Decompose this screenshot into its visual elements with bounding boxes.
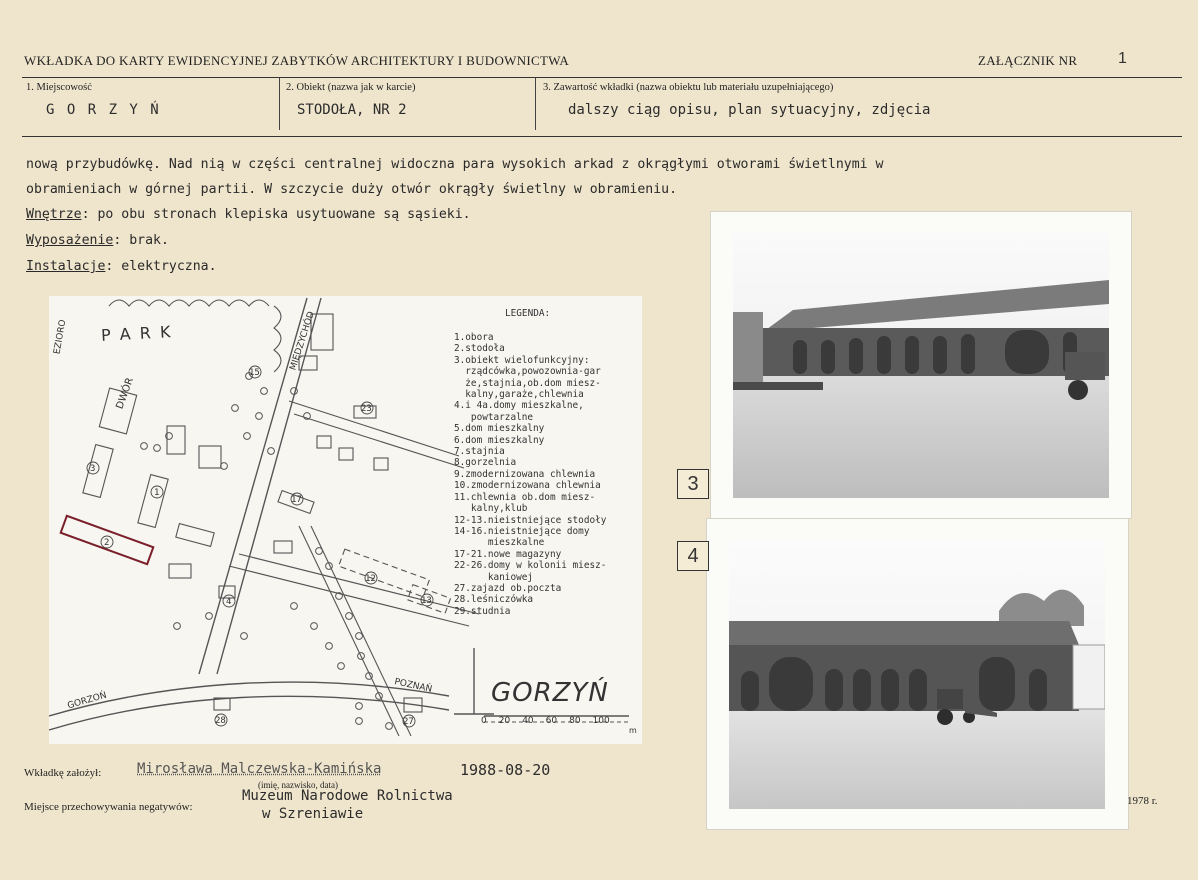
- description-line-2: obramieniach w górnej partii. W szczycie duży otwór okrągły świetlny w obramieniu.: [26, 182, 678, 197]
- legend-item: 1.obora: [454, 332, 494, 343]
- legend-item: 22-26.domy w kolonii miesz-: [454, 560, 607, 572]
- field-divider-1: [279, 78, 280, 130]
- legend-item: 27.zajazd ob.poczta: [454, 582, 562, 594]
- field-divider-2: [535, 78, 536, 130]
- legend-title: LEGENDA:: [505, 308, 551, 319]
- svg-text:17: 17: [291, 495, 302, 505]
- svg-text:13: 13: [421, 596, 432, 606]
- road-label-miedzychod: MIĘDZYCHÓD: [288, 310, 317, 372]
- legend-item: rządcówka,powozownia-gar: [454, 366, 601, 378]
- legend-item: 12-13.nieistniejące stodoły: [454, 514, 607, 526]
- scale-tick: 100: [592, 716, 610, 726]
- photo-4-number: 4: [677, 541, 709, 571]
- created-label: Wkładkę założył:: [24, 767, 102, 779]
- svg-text:4: 4: [226, 597, 232, 607]
- scale-ticks: [481, 716, 641, 726]
- scale-tick: 60: [545, 716, 558, 726]
- legend-item: 14-16.nieistniejące domy: [454, 525, 590, 537]
- svg-text:2: 2: [104, 538, 110, 548]
- object-value: STODOŁA, NR 2: [297, 102, 407, 118]
- legend-item: kalny,klub: [454, 503, 528, 515]
- bottom-road-edge-1: [49, 682, 449, 716]
- road-label-gorzon: GORZOŃ: [66, 690, 108, 712]
- scale-tick: 80: [569, 716, 581, 726]
- legend-item: kaniowej: [454, 571, 534, 583]
- legend-item: mieszkalne: [454, 537, 545, 549]
- legend-item: 28.leśniczówka: [454, 594, 534, 606]
- description-line-1: nową przybudówkę. Nad nią w części centralnej widoczna para wysokich arkad z okrągłymi otworami świetlnymi w: [26, 157, 884, 172]
- equipment-label: Wyposażenie: [26, 233, 114, 248]
- manor-label: DWÓR: [114, 376, 136, 411]
- legend-item: 2.stodoła: [454, 343, 505, 355]
- photo-3: [710, 211, 1132, 519]
- attachment-label: ZAŁĄCZNIK NR: [978, 53, 1078, 68]
- created-by: Mirosława Malczewska-Kamińska: [137, 761, 382, 777]
- scale-tick: 0: [481, 716, 487, 726]
- equipment-text: : brak.: [113, 233, 169, 248]
- legend-item: 10.zmodernizowana chlewnia: [454, 480, 601, 492]
- legend-item: powtarzalne: [454, 411, 534, 423]
- interior-row: [26, 202, 471, 228]
- svg-text:1: 1: [154, 488, 160, 498]
- svg-text:3: 3: [90, 464, 96, 474]
- legend-item: 5.dom mieszkalny: [454, 423, 545, 435]
- legend-item: że,stajnia,ob.dom miesz-: [454, 377, 601, 389]
- created-hint: (imię, nazwisko, data): [258, 780, 338, 790]
- created-date: 1988-08-20: [460, 761, 551, 779]
- negatives-line-2: w Szreniawie: [262, 806, 364, 822]
- legend-item: 11.chlewnia ob.dom miesz-: [454, 491, 596, 503]
- content-label: 3. Zawartość wkładki (nazwa obiektu lub materiału uzupełniającego): [543, 82, 834, 93]
- photo-year: 1978 r.: [1127, 795, 1158, 807]
- card-title: WKŁADKA DO KARTY EWIDENCYJNEJ ZABYTKÓW ARCHITEKTURY I BUDOWNICTWA: [24, 53, 570, 68]
- scale-tick: 20: [498, 716, 511, 726]
- content-value: dalszy ciąg opisu, plan sytuacyjny, zdjęcia: [568, 102, 931, 118]
- photo-4-image: [729, 541, 1105, 809]
- negatives-line-1: Muzeum Narodowe Rolnictwa: [242, 788, 453, 804]
- svg-text:12: 12: [365, 574, 376, 584]
- legend-item: 3.obiekt wielofunkcyjny:: [454, 354, 590, 366]
- legend-item: 4.i 4a.domy mieszkalne,: [454, 400, 584, 412]
- main-road-edge-1: [217, 298, 321, 674]
- negatives-label: Miejsce przechowywania negatywów:: [24, 801, 193, 813]
- fields-rule: [22, 136, 1182, 137]
- scale-unit: m: [629, 726, 637, 735]
- equipment-row: [26, 228, 169, 254]
- legend-item: 6.dom mieszkalny: [454, 434, 545, 446]
- road-label-ezioro: EZIORO: [52, 318, 69, 356]
- svg-text:23: 23: [361, 404, 372, 414]
- legend-item: 29.studnia: [454, 605, 511, 617]
- legend-item: 8.gorzelnia: [454, 457, 517, 469]
- installation-row: [26, 254, 217, 280]
- attachment-number: 1: [1118, 50, 1127, 67]
- photo-3-number: 3: [677, 469, 709, 499]
- main-road-edge-2: [199, 298, 307, 674]
- installation-label: Instalacje: [26, 259, 106, 274]
- road-label-poznan: POZNAŃ: [393, 677, 433, 695]
- locality-label: 1. Miejscowość: [26, 82, 92, 93]
- park-label: P A R K: [100, 322, 173, 345]
- legend-item: 17-21.nowe magazyny: [454, 548, 562, 560]
- locality-value: G O R Z Y Ń: [46, 102, 161, 118]
- legend-list: [454, 332, 606, 617]
- interior-text: : po obu stronach klepiska usytuowane są sąsieki.: [81, 207, 471, 222]
- installation-text: : elektryczna.: [105, 259, 217, 274]
- park-boundary: [109, 300, 269, 306]
- legend-item: 9.zmodernizowana chlewnia: [454, 468, 596, 480]
- svg-text:28: 28: [215, 716, 226, 726]
- scale-tick: 40: [522, 716, 534, 726]
- svg-text:15: 15: [249, 368, 260, 378]
- site-plan: [49, 296, 642, 744]
- photo-3-image: [733, 232, 1109, 498]
- place-name: GORZYŃ: [491, 678, 609, 708]
- legend-item: 7.stajnia: [454, 446, 505, 458]
- photo-4: [706, 518, 1129, 830]
- svg-text:27: 27: [403, 717, 414, 727]
- object-label: 2. Obiekt (nazwa jak w karcie): [286, 82, 416, 93]
- legend-item: kalny,garaże,chlewnia: [454, 389, 584, 401]
- interior-label: Wnętrze: [26, 207, 82, 222]
- header-rule: [22, 77, 1182, 78]
